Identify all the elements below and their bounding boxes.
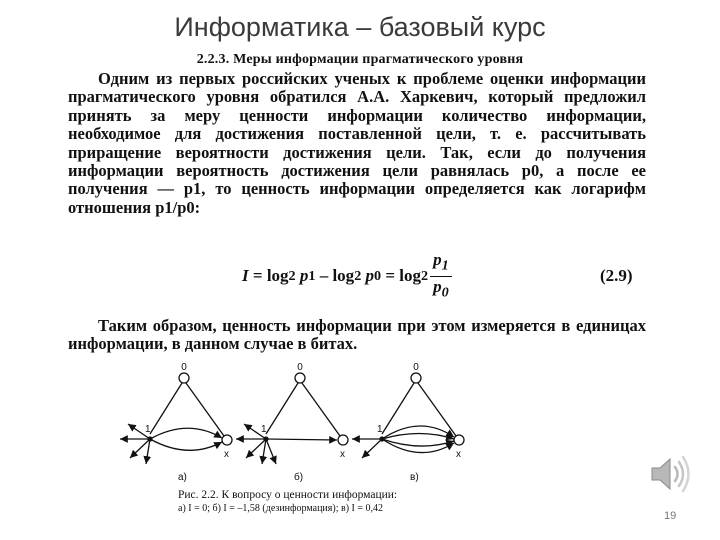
diagram-c-label: в) [410, 472, 419, 483]
formula-log: log [266, 266, 289, 285]
fraction-denominator: $p_0$ [433, 276, 449, 300]
formula-fraction [430, 250, 452, 302]
formula-log-3: log [399, 266, 422, 285]
formula-base: 2 [288, 267, 296, 284]
diagram-b [236, 362, 348, 483]
diagram-b-node-left-label: 1 [261, 424, 267, 435]
diagram-a-label: а) [178, 472, 187, 483]
section-title: 2.2.3. Меры информации прагматического уровня [196, 52, 524, 67]
formula-base-3: 2 [421, 267, 429, 284]
formula-row [0, 250, 720, 304]
diagram-c-node-right-label: x [456, 449, 461, 460]
fraction-numerator: $p_1$ [430, 250, 452, 276]
equation-number: (2.9) [600, 266, 633, 285]
formula-eq: = [252, 266, 263, 285]
diagram-b-node-top-label: 0 [297, 362, 303, 373]
diagram-a [120, 362, 232, 483]
diagram-b-label: б) [294, 472, 304, 483]
diagram-b-node-right-label: x [340, 449, 345, 460]
diagram-c [352, 362, 464, 483]
formula-p0-sub: 0 [374, 267, 382, 284]
diagram-a-node-left-label: 1 [145, 424, 151, 435]
caption-subtitle: а) I = 0; б) I = –1,58 (дезинформация); в) I = 0,42 [178, 503, 383, 514]
formula [242, 250, 454, 300]
diagram-a-node-top-label: 0 [181, 362, 187, 373]
figure-diagrams [116, 360, 476, 490]
formula-p0: p [365, 266, 375, 285]
formula-minus: – [319, 266, 329, 285]
formula-p1: p [299, 266, 309, 285]
page-number: 19 [664, 510, 677, 522]
paragraph-intro: Одним из первых российских ученых к проблеме оценки информации прагматического уровня обратился А.А. Харкевич, который предложил принять за меру ценности информации количество информации, необходимое для достижения поставленной цели, т. е. рассчитывать приращение вероятности достижения цели. Так, если до получения информации вероятность достижения цели равнялась p0, а после ее получения — p1, то ценность информации определяется как логарифм отношения p1/p0: [68, 69, 646, 217]
formula-log-2: log [332, 266, 355, 285]
diagram-c-node-top-label: 0 [413, 362, 419, 373]
diagram-a-node-right-label: x [224, 449, 229, 460]
formula-lhs: I [242, 266, 249, 285]
diagram-c-node-left-label: 1 [377, 424, 383, 435]
formula-p1-sub: 1 [308, 267, 316, 284]
formula-base-2: 2 [354, 267, 362, 284]
speaker-icon[interactable] [646, 450, 694, 498]
caption-title: Рис. 2.2. К вопросу о ценности информации: [178, 489, 398, 501]
formula-eq-2: = [385, 266, 396, 285]
figure-caption [178, 489, 478, 515]
slide-title: Информатика – базовый курс [174, 12, 546, 42]
paragraph-conclusion: Таким образом, ценность информации при этом измеряется в единицах информации, в данном случае в битах. [68, 316, 646, 354]
